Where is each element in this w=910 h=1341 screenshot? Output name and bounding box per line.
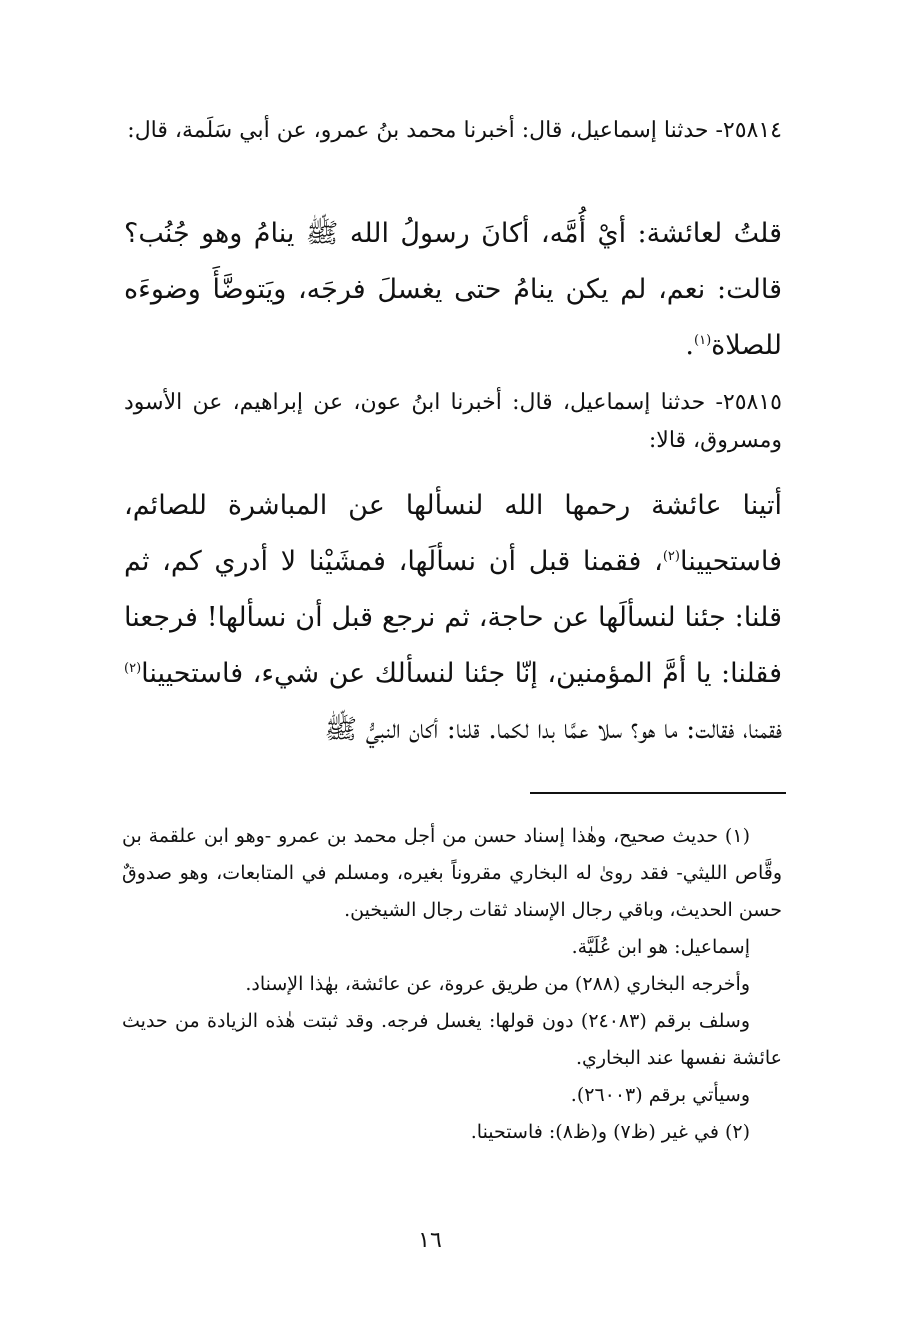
page-number: ١٦ (418, 1228, 442, 1253)
hadith-25814-matn (124, 206, 782, 374)
hadith-25814-matn-text: قلتُ لعائشة: أيْ أُمَّه، أكانَ رسولُ الله ﷺ ينامُ وهو جُنُب؟ قالت: نعم، لم يكن ينامُ حتى يغسلَ فرجَه، ويَتوضَّأَ وضوءَه للصلاة (124, 218, 782, 361)
footnotes (122, 818, 782, 1151)
hadith-25815-matn (124, 478, 782, 758)
footnote-2: (٢) في غير (ظ٧) و(ظ٨): فاستحينا. (470, 1121, 750, 1143)
footnote-1-main: (١) حديث صحيح، وهٰذا إسناد حسن من أجل محمد بن عمرو -وهو ابن علقمة بن وقَّاص الليثي- فقد روىٰ له البخاري مقروناً بغيره، ومسلم في المتابعات، وهو صدوقٌ حسن الحديث، وباقي رجال الإسناد ثقات رجال الشيخين. (122, 825, 782, 921)
hadith-25815-isnad (124, 384, 782, 460)
footnote-separator (530, 792, 786, 794)
footnote-1-bukhari: وأخرجه البخاري (٢٨٨) من طريق عروة، عن عائشة، بهٰذا الإسناد. (245, 973, 750, 995)
footnote-marker-1[interactable]: (١) (694, 333, 712, 348)
hadith-25815-matn-part2: ، فقمنا قبل أن نسألَها، فمشَيْنا لا أدري كم، ثم قلنا: جئنا لنسألَها عن حاجة، ثم نرجع قبل أن نسألها! فرجعنا فقلنا: يا أمَّ المؤمنين، إنّا جئنا لنسألك عن شيء، فاستحيينا (124, 546, 783, 689)
footnote-marker-2b[interactable]: (٢) (124, 661, 142, 676)
hadith-25815-matn-part1: أتينا عائشة رحمها الله لنسألها عن المباشرة للصائم، فاستحيينا (124, 490, 782, 577)
footnote-1-salaf: وسلف برقم (٢٤٠٨٣) دون قولها: يغسل فرجه. وقد ثبتت هٰذه الزيادة من حديث عائشة نفسها عند البخاري. (122, 1010, 782, 1069)
hadith-25815-isnad-text: ٢٥٨١٥- حدثنا إسماعيل، قال: أخبرنا ابنُ عون، عن إبراهيم، عن الأسود ومسروق، قالا: (124, 390, 782, 453)
footnote-1-ismail: إسماعيل: هو ابن عُلَيَّة. (571, 936, 750, 958)
hadith-25814-isnad (124, 112, 782, 150)
footnote-marker-2a[interactable]: (٢) (662, 549, 680, 564)
footnote-1-sayati: وسيأتي برقم (٢٦٠٠٣). (570, 1084, 750, 1106)
hadith-25814-matn-end: . (685, 330, 695, 361)
hadith-25814-isnad-text: ٢٥٨١٤- حدثنا إسماعيل، قال: أخبرنا محمد بنُ عمرو، عن أبي سَلَمة، قال: (127, 118, 782, 143)
hadith-25815-matn-part3: فقمنا، فقالت: ما هو؟ سلا عمَّا بدا لكما. قلنا: أكان النبيُّ ﷺ (324, 714, 782, 745)
